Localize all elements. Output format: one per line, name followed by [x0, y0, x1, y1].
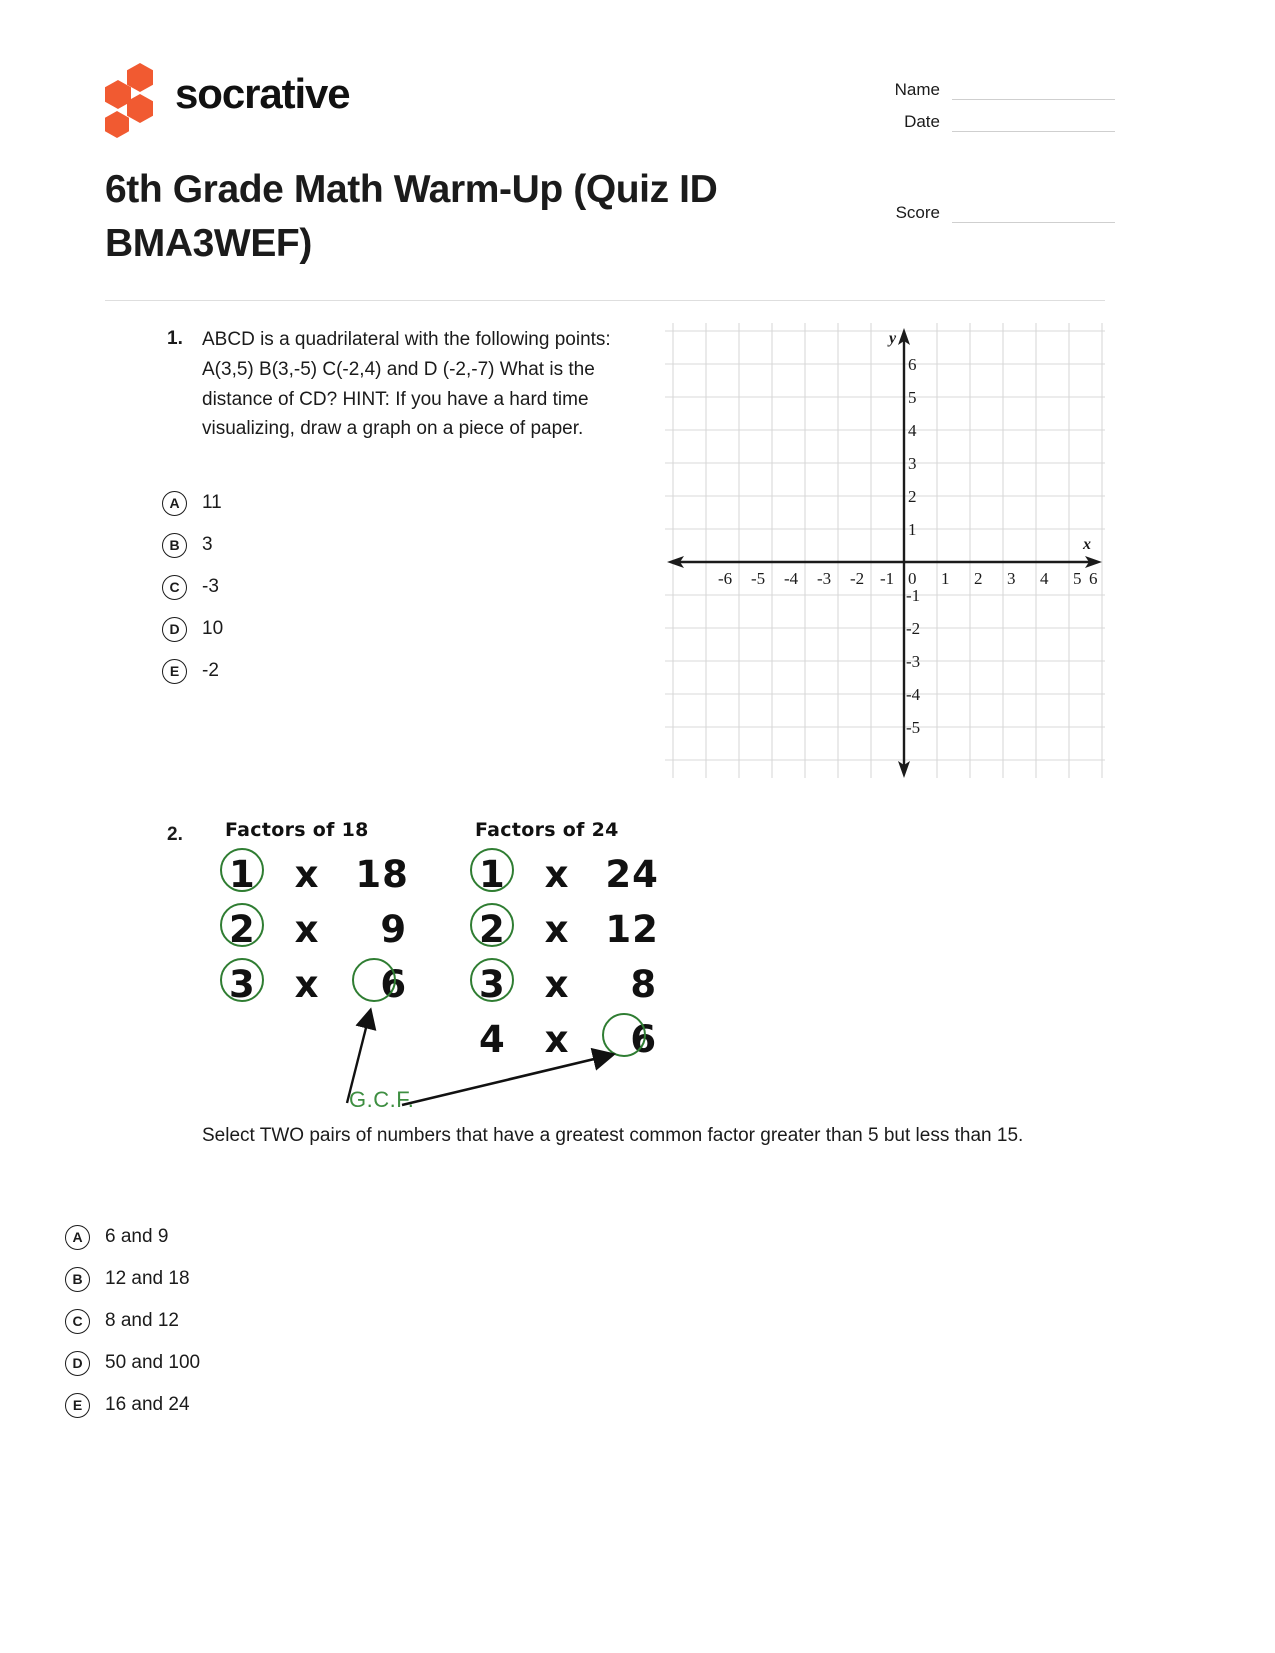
choice-label-c: 8 and 12	[105, 1310, 179, 1331]
coordinate-plane-svg	[665, 323, 1105, 778]
header-divider	[105, 300, 1105, 301]
question-1-number: 1.	[167, 328, 183, 349]
brand-logo	[105, 63, 350, 125]
choice-label-b: 3	[202, 534, 213, 555]
question-1-figure-coordinate-grid	[665, 323, 1105, 778]
choice-row[interactable]	[65, 1384, 565, 1426]
choice-bubble-b[interactable]: B	[65, 1267, 90, 1292]
choice-row[interactable]	[162, 482, 562, 524]
svg-text:3: 3	[1007, 569, 1016, 588]
choice-bubble-d[interactable]: D	[162, 617, 187, 642]
choice-row[interactable]	[65, 1342, 565, 1384]
factor-row-24-1: 1 x 24	[479, 853, 659, 896]
choice-bubble-d[interactable]: D	[65, 1351, 90, 1376]
question-2-choices	[65, 1216, 565, 1426]
page-header	[105, 55, 1105, 265]
score-label: Score	[895, 203, 940, 222]
svg-text:1: 1	[941, 569, 950, 588]
svg-text:-4: -4	[784, 569, 799, 588]
choice-bubble-c[interactable]: C	[65, 1309, 90, 1334]
question-1-choices	[162, 482, 562, 692]
grid-lines	[665, 323, 1105, 778]
y-tick-labels	[906, 355, 921, 737]
svg-text:2: 2	[974, 569, 983, 588]
date-input-line[interactable]	[952, 113, 1115, 132]
choice-label-e: 16 and 24	[105, 1394, 190, 1415]
axis-lines	[675, 337, 1095, 771]
choice-row[interactable]	[65, 1300, 565, 1342]
choice-label-d: 10	[202, 618, 224, 639]
svg-text:5: 5	[1073, 569, 1082, 588]
choice-label-a: 11	[202, 492, 222, 513]
svg-text:-5: -5	[751, 569, 766, 588]
x-axis-label: x	[1083, 536, 1091, 553]
factor-row-24-4: 4 x 6	[479, 1018, 658, 1061]
choice-label-a: 6 and 9	[105, 1226, 169, 1247]
svg-text:0: 0	[908, 569, 917, 588]
choice-bubble-c[interactable]: C	[162, 575, 187, 600]
svg-text:-1: -1	[906, 586, 921, 605]
gcf-label: G.C.F.	[349, 1087, 415, 1112]
choice-bubble-b[interactable]: B	[162, 533, 187, 558]
gcf-arrows-svg	[207, 815, 677, 1115]
choice-row[interactable]	[162, 608, 562, 650]
svg-text:-6: -6	[718, 569, 733, 588]
svg-text:4: 4	[908, 421, 917, 440]
brand-name: socrative	[175, 70, 350, 117]
factor-row-18-2: 2 x 9	[229, 908, 408, 951]
choice-row[interactable]	[162, 524, 562, 566]
socrative-hexagon-logo-icon	[105, 63, 161, 125]
choice-label-d: 50 and 100	[105, 1352, 201, 1373]
factor-row-18-3: 3 x 6	[229, 963, 408, 1006]
student-meta-fields	[875, 75, 1115, 230]
question-2-figure-factor-pairs	[207, 815, 677, 1115]
score-field-row	[875, 198, 1115, 223]
date-label: Date	[904, 112, 940, 131]
svg-text:-4: -4	[906, 685, 921, 704]
svg-text:-2: -2	[906, 619, 921, 638]
svg-text:6: 6	[1089, 569, 1098, 588]
svg-text:-2: -2	[850, 569, 865, 588]
svg-text:3: 3	[908, 454, 917, 473]
svg-text:-1: -1	[880, 569, 895, 588]
choice-bubble-a[interactable]: A	[65, 1225, 90, 1250]
choice-label-b: 12 and 18	[105, 1268, 190, 1289]
x-tick-labels	[718, 569, 1098, 588]
name-label: Name	[894, 80, 940, 99]
choice-bubble-e[interactable]: E	[162, 659, 187, 684]
choice-label-c: -3	[202, 576, 219, 597]
factors-of-24-title: Factors of 24	[475, 819, 619, 841]
choice-row[interactable]	[162, 566, 562, 608]
choice-row[interactable]	[65, 1258, 565, 1300]
question-2-number: 2.	[167, 824, 183, 845]
svg-text:-3: -3	[906, 652, 921, 671]
svg-text:5: 5	[908, 388, 917, 407]
svg-text:1: 1	[908, 520, 917, 539]
svg-text:6: 6	[908, 355, 917, 374]
question-1-text: ABCD is a quadrilateral with the following points: A(3,5) B(3,-5) C(-2,4) and D (-2,-7) What is the distance of CD? HINT: If you have a hard time visualizing, draw a graph on a piece of paper.	[202, 329, 611, 440]
name-input-line[interactable]	[952, 81, 1115, 100]
factor-row-24-3: 3 x 8	[479, 963, 658, 1006]
factor-row-18-1: 1 x 18	[229, 853, 409, 896]
svg-text:-3: -3	[817, 569, 832, 588]
choice-bubble-a[interactable]: A	[162, 491, 187, 516]
question-1-body	[202, 325, 654, 444]
score-input-line[interactable]	[952, 204, 1115, 223]
y-axis-label: y	[889, 330, 897, 347]
factors-of-18-title: Factors of 18	[225, 819, 369, 841]
choice-row[interactable]	[65, 1216, 565, 1258]
page-title: 6th Grade Math Warm-Up (Quiz ID BMA3WEF)	[105, 168, 718, 265]
svg-text:2: 2	[908, 487, 917, 506]
question-2-text: Select TWO pairs of numbers that have a greatest common factor greater than 5 but less than 15.	[202, 1125, 1024, 1146]
svg-text:-5: -5	[906, 718, 921, 737]
svg-text:4: 4	[1040, 569, 1049, 588]
name-field-row	[875, 75, 1115, 100]
choice-row[interactable]	[162, 650, 562, 692]
date-field-row	[875, 107, 1115, 132]
choice-label-e: -2	[202, 660, 219, 681]
choice-bubble-e[interactable]: E	[65, 1393, 90, 1418]
arrow-to-24-gcf	[402, 1055, 611, 1105]
question-2-body	[202, 815, 1092, 1151]
factor-row-24-2: 2 x 12	[479, 908, 659, 951]
